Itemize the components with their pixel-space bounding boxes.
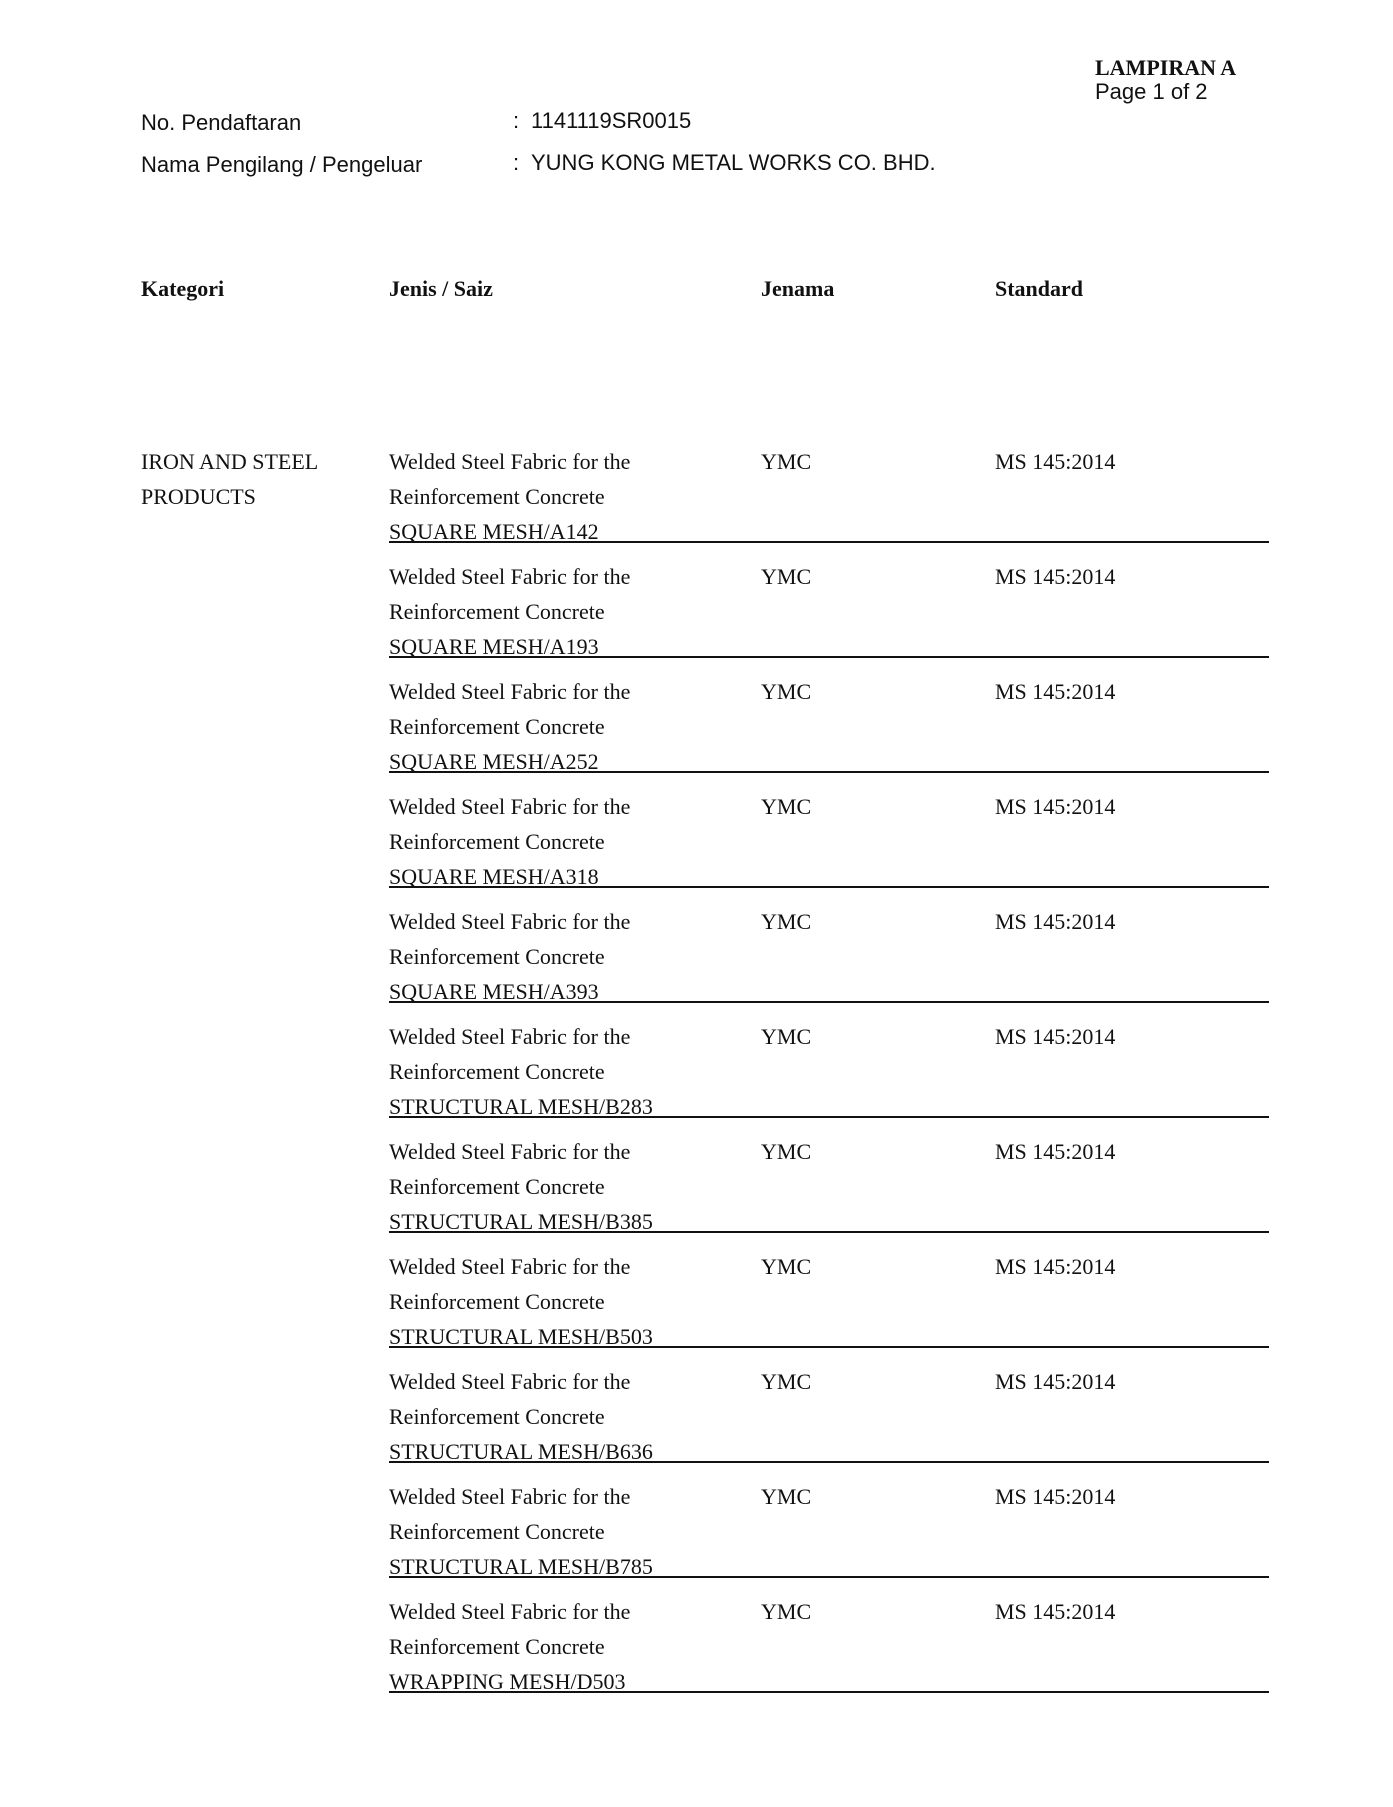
jenis-line: Reinforcement Concrete: [389, 1174, 605, 1199]
manufacturer-value: YUNG KONG METAL WORKS CO. BHD.: [531, 150, 936, 175]
header-standard: Standard: [995, 276, 1084, 301]
jenama-cell: YMC: [761, 909, 812, 934]
jenis-line: Reinforcement Concrete: [389, 1404, 605, 1429]
jenis-size: SQUARE MESH/A142: [389, 519, 599, 544]
jenis-line: Welded Steel Fabric for the: [389, 1369, 631, 1394]
jenis-line: Welded Steel Fabric for the: [389, 1254, 631, 1279]
jenis-size: SQUARE MESH/A252: [389, 749, 599, 774]
jenis-cell: [389, 1249, 653, 1354]
annex-title: LAMPIRAN A: [1095, 55, 1237, 80]
standard-cell: MS 145:2014: [995, 564, 1116, 589]
jenis-line: Reinforcement Concrete: [389, 1634, 605, 1659]
standard-cell: MS 145:2014: [995, 679, 1116, 704]
table-row: [389, 773, 1269, 888]
jenis-cell: [389, 1364, 653, 1469]
table-row: [389, 1118, 1269, 1233]
standard-cell: MS 145:2014: [995, 1024, 1116, 1049]
jenis-line: Welded Steel Fabric for the: [389, 909, 631, 934]
header-jenama: Jenama: [761, 276, 835, 301]
jenis-size: STRUCTURAL MESH/B385: [389, 1209, 653, 1234]
standard-cell: MS 145:2014: [995, 909, 1116, 934]
jenis-cell: [389, 1019, 653, 1124]
table-row: [389, 1578, 1269, 1693]
separator: :: [513, 150, 520, 175]
category-line: IRON AND STEEL: [141, 449, 319, 474]
jenis-line: Welded Steel Fabric for the: [389, 1139, 631, 1164]
separator: :: [513, 108, 520, 133]
jenis-size: STRUCTURAL MESH/B785: [389, 1554, 653, 1579]
jenama-cell: YMC: [761, 679, 812, 704]
jenis-cell: [389, 674, 630, 779]
table-row: [389, 1003, 1269, 1118]
registration-number-value: 1141119SR0015: [531, 108, 692, 133]
registration-number-label: No. Pendaftaran: [141, 110, 302, 135]
jenis-cell: [389, 559, 630, 664]
jenis-line: Welded Steel Fabric for the: [389, 794, 631, 819]
jenis-line: Welded Steel Fabric for the: [389, 679, 631, 704]
category-cell: [141, 444, 371, 514]
jenis-line: Reinforcement Concrete: [389, 829, 605, 854]
jenis-size: SQUARE MESH/A193: [389, 634, 599, 659]
jenis-cell: [389, 444, 630, 549]
jenis-size: STRUCTURAL MESH/B503: [389, 1324, 653, 1349]
table-row: [389, 658, 1269, 773]
jenis-cell: [389, 1479, 653, 1584]
jenis-line: Reinforcement Concrete: [389, 484, 605, 509]
header-jenis-saiz: Jenis / Saiz: [389, 276, 493, 301]
jenis-line: Reinforcement Concrete: [389, 1519, 605, 1544]
table-body: [389, 428, 1269, 1693]
table-header: [0, 276, 1393, 306]
jenis-size: SQUARE MESH/A393: [389, 979, 599, 1004]
jenis-line: Welded Steel Fabric for the: [389, 1024, 631, 1049]
jenis-size: SQUARE MESH/A318: [389, 864, 599, 889]
annex-label: [1095, 56, 1236, 104]
jenis-size: STRUCTURAL MESH/B636: [389, 1439, 653, 1464]
jenama-cell: YMC: [761, 449, 812, 474]
jenama-cell: YMC: [761, 564, 812, 589]
jenis-cell: [389, 1594, 630, 1699]
jenis-line: Welded Steel Fabric for the: [389, 1599, 631, 1624]
page-indicator: Page 1 of 2: [1095, 79, 1208, 104]
jenama-cell: YMC: [761, 1599, 812, 1624]
jenis-line: Reinforcement Concrete: [389, 714, 605, 739]
jenis-cell: [389, 789, 630, 894]
standard-cell: MS 145:2014: [995, 1599, 1116, 1624]
jenis-line: Welded Steel Fabric for the: [389, 1484, 631, 1509]
jenis-line: Reinforcement Concrete: [389, 599, 605, 624]
jenis-cell: [389, 1134, 653, 1239]
standard-cell: MS 145:2014: [995, 1484, 1116, 1509]
jenis-line: Reinforcement Concrete: [389, 1059, 605, 1084]
category-line: PRODUCTS: [141, 484, 256, 509]
jenis-line: Welded Steel Fabric for the: [389, 564, 631, 589]
jenis-size: STRUCTURAL MESH/B283: [389, 1094, 653, 1119]
standard-cell: MS 145:2014: [995, 1254, 1116, 1279]
jenis-line: Welded Steel Fabric for the: [389, 449, 631, 474]
jenis-line: Reinforcement Concrete: [389, 944, 605, 969]
jenama-cell: YMC: [761, 1139, 812, 1164]
table-row: [389, 1348, 1269, 1463]
jenama-cell: YMC: [761, 1369, 812, 1394]
jenis-line: Reinforcement Concrete: [389, 1289, 605, 1314]
table-row: [389, 543, 1269, 658]
table-row: [389, 1233, 1269, 1348]
jenama-cell: YMC: [761, 1484, 812, 1509]
standard-cell: MS 145:2014: [995, 1369, 1116, 1394]
jenis-cell: [389, 904, 630, 1009]
jenis-size: WRAPPING MESH/D503: [389, 1669, 626, 1694]
standard-cell: MS 145:2014: [995, 1139, 1116, 1164]
table-row: [389, 1463, 1269, 1578]
jenama-cell: YMC: [761, 794, 812, 819]
table-row: [389, 888, 1269, 1003]
table-row: [389, 428, 1269, 543]
standard-cell: MS 145:2014: [995, 794, 1116, 819]
header-kategori: Kategori: [141, 276, 225, 301]
jenama-cell: YMC: [761, 1254, 812, 1279]
manufacturer-label: Nama Pengilang / Pengeluar: [141, 152, 423, 177]
jenama-cell: YMC: [761, 1024, 812, 1049]
standard-cell: MS 145:2014: [995, 449, 1116, 474]
